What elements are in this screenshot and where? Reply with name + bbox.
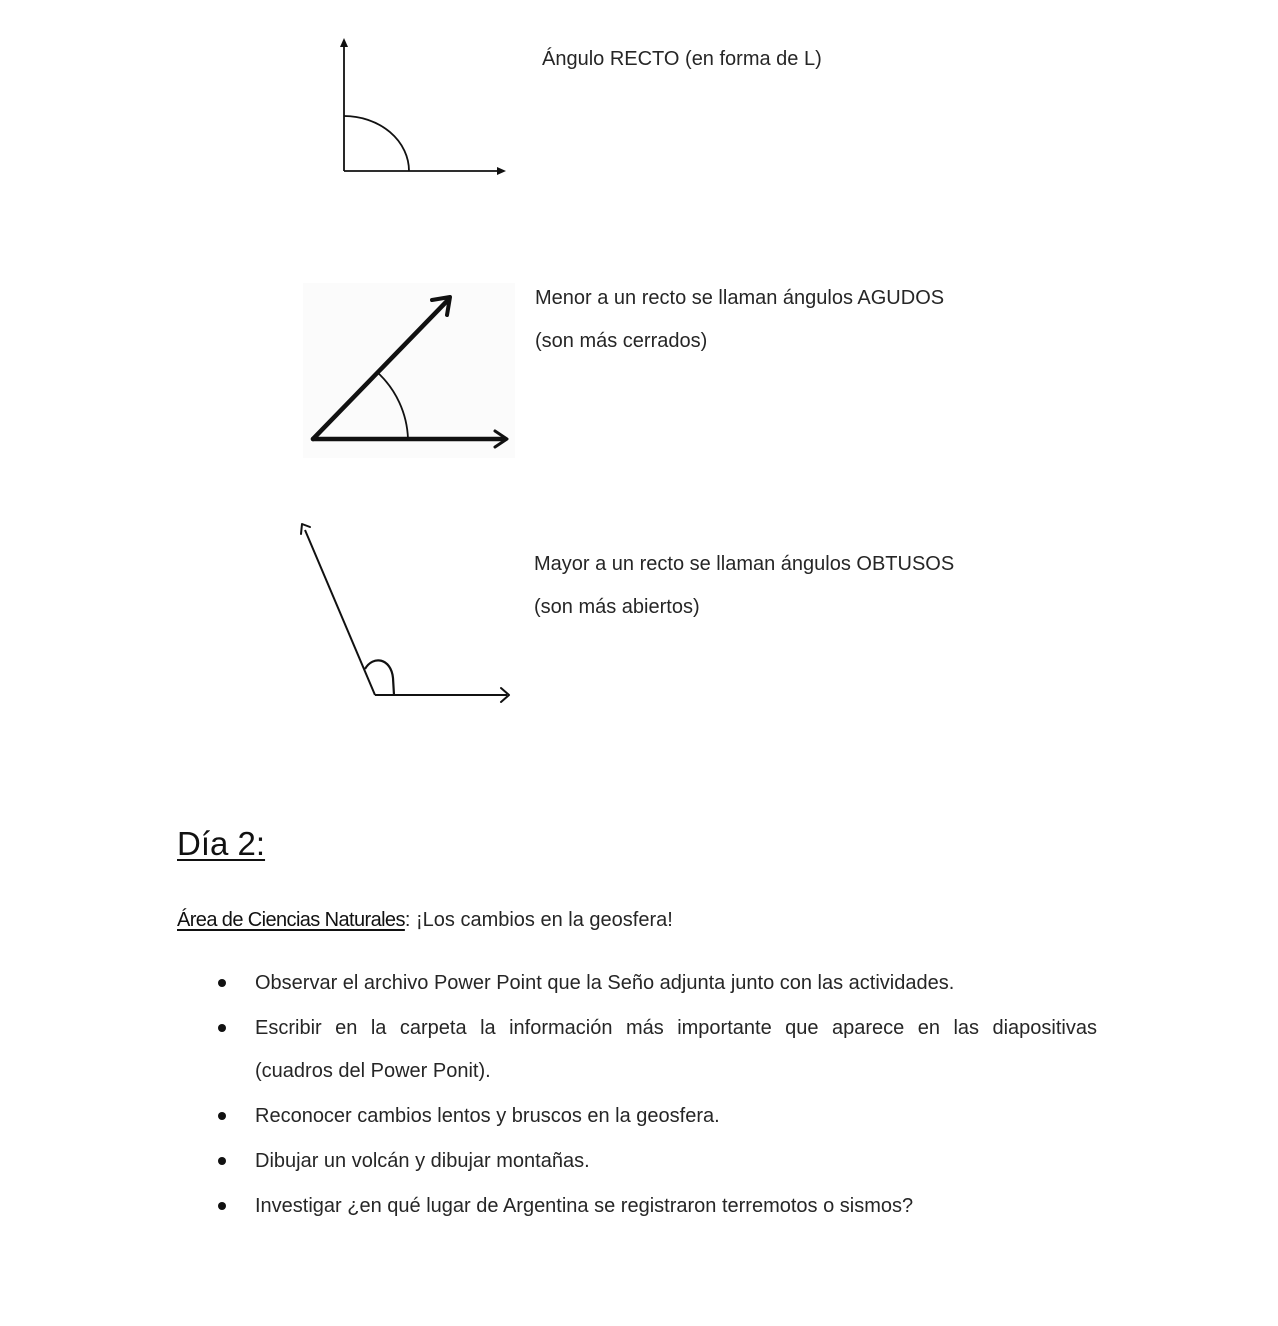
acute-angle-icon — [303, 283, 515, 458]
area-topic: ¡Los cambios en la geosfera! — [410, 909, 673, 931]
list-item — [255, 1007, 1097, 1093]
task-text-line-1: Escribir en la carpeta la información más importante que aparece en las diapositivas — [255, 1017, 1097, 1039]
area-separator: : — [404, 909, 411, 931]
bullet-icon — [218, 1112, 226, 1120]
day-heading: Día 2: — [177, 825, 266, 862]
bullet-icon — [218, 1202, 226, 1210]
area-name: Área de Ciencias Naturales — [177, 909, 405, 931]
right-angle-caption — [542, 38, 822, 81]
right-angle-icon — [330, 34, 515, 184]
list-item — [255, 1185, 1097, 1228]
obtuse-angle-figure — [295, 518, 517, 708]
bullet-icon — [218, 979, 226, 987]
obtuse-angle-icon — [295, 518, 517, 708]
task-text: Dibujar un volcán y dibujar montañas. — [255, 1150, 590, 1172]
task-text: Reconocer cambios lentos y bruscos en la geosfera. — [255, 1105, 720, 1127]
caption-line: (son más abiertos) — [534, 596, 700, 618]
caption-line: (son más cerrados) — [535, 330, 708, 352]
area-line — [177, 900, 673, 940]
bullet-icon — [218, 1024, 226, 1032]
task-text: Observar el archivo Power Point que la Seño adjunta junto con las actividades. — [255, 972, 955, 994]
list-item — [255, 1140, 1097, 1183]
task-text: Investigar ¿en qué lugar de Argentina se registraron terremotos o sismos? — [255, 1195, 914, 1217]
caption-line: Mayor a un recto se llaman ángulos OBTUSOS — [534, 553, 955, 575]
task-text-line-2: (cuadros del Power Ponit). — [255, 1060, 491, 1082]
caption-line: Ángulo RECTO (en forma de L) — [542, 48, 822, 70]
acute-angle-caption — [535, 277, 944, 363]
right-angle-figure — [330, 34, 515, 184]
list-item — [255, 1095, 1097, 1138]
acute-angle-figure — [303, 283, 515, 458]
obtuse-angle-caption — [534, 543, 954, 629]
bullet-icon — [218, 1157, 226, 1165]
list-item — [255, 962, 1097, 1005]
task-list — [255, 962, 1097, 1230]
caption-line: Menor a un recto se llaman ángulos AGUDOS — [535, 287, 945, 309]
